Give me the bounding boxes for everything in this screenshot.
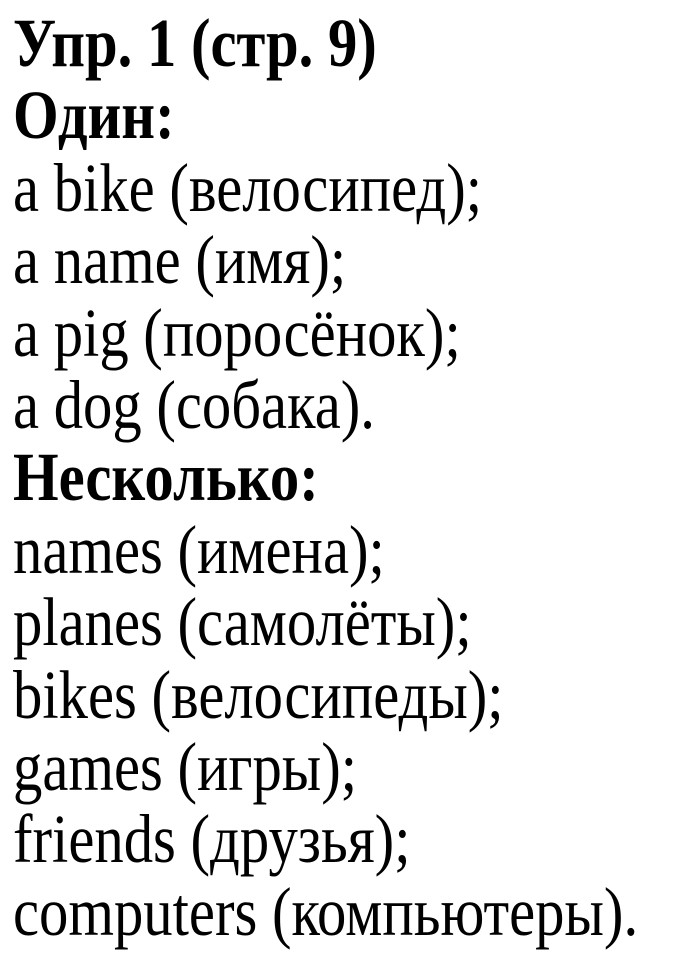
vocab-line: names (имена); bbox=[13, 511, 385, 588]
vocab-line: a name (имя); bbox=[13, 222, 347, 299]
vocab-line: a pig (поросёнок); bbox=[13, 294, 461, 371]
vocab-line: computers (компьютеры). bbox=[13, 873, 639, 950]
vocab-line: a dog (собака). bbox=[13, 367, 375, 444]
vocab-line: friends (друзья); bbox=[13, 801, 411, 878]
exercise-title: Упр. 1 (стр. 9) bbox=[13, 5, 377, 81]
vocab-line: bikes (велосипеды); bbox=[13, 656, 504, 733]
section-heading-plural: Несколько: bbox=[13, 439, 319, 516]
vocab-line: planes (самолёты); bbox=[13, 584, 472, 661]
vocab-line: a bike (велосипед); bbox=[13, 149, 483, 226]
section-heading-singular: Один: bbox=[13, 77, 175, 154]
vocab-line: games (игры); bbox=[13, 729, 358, 806]
